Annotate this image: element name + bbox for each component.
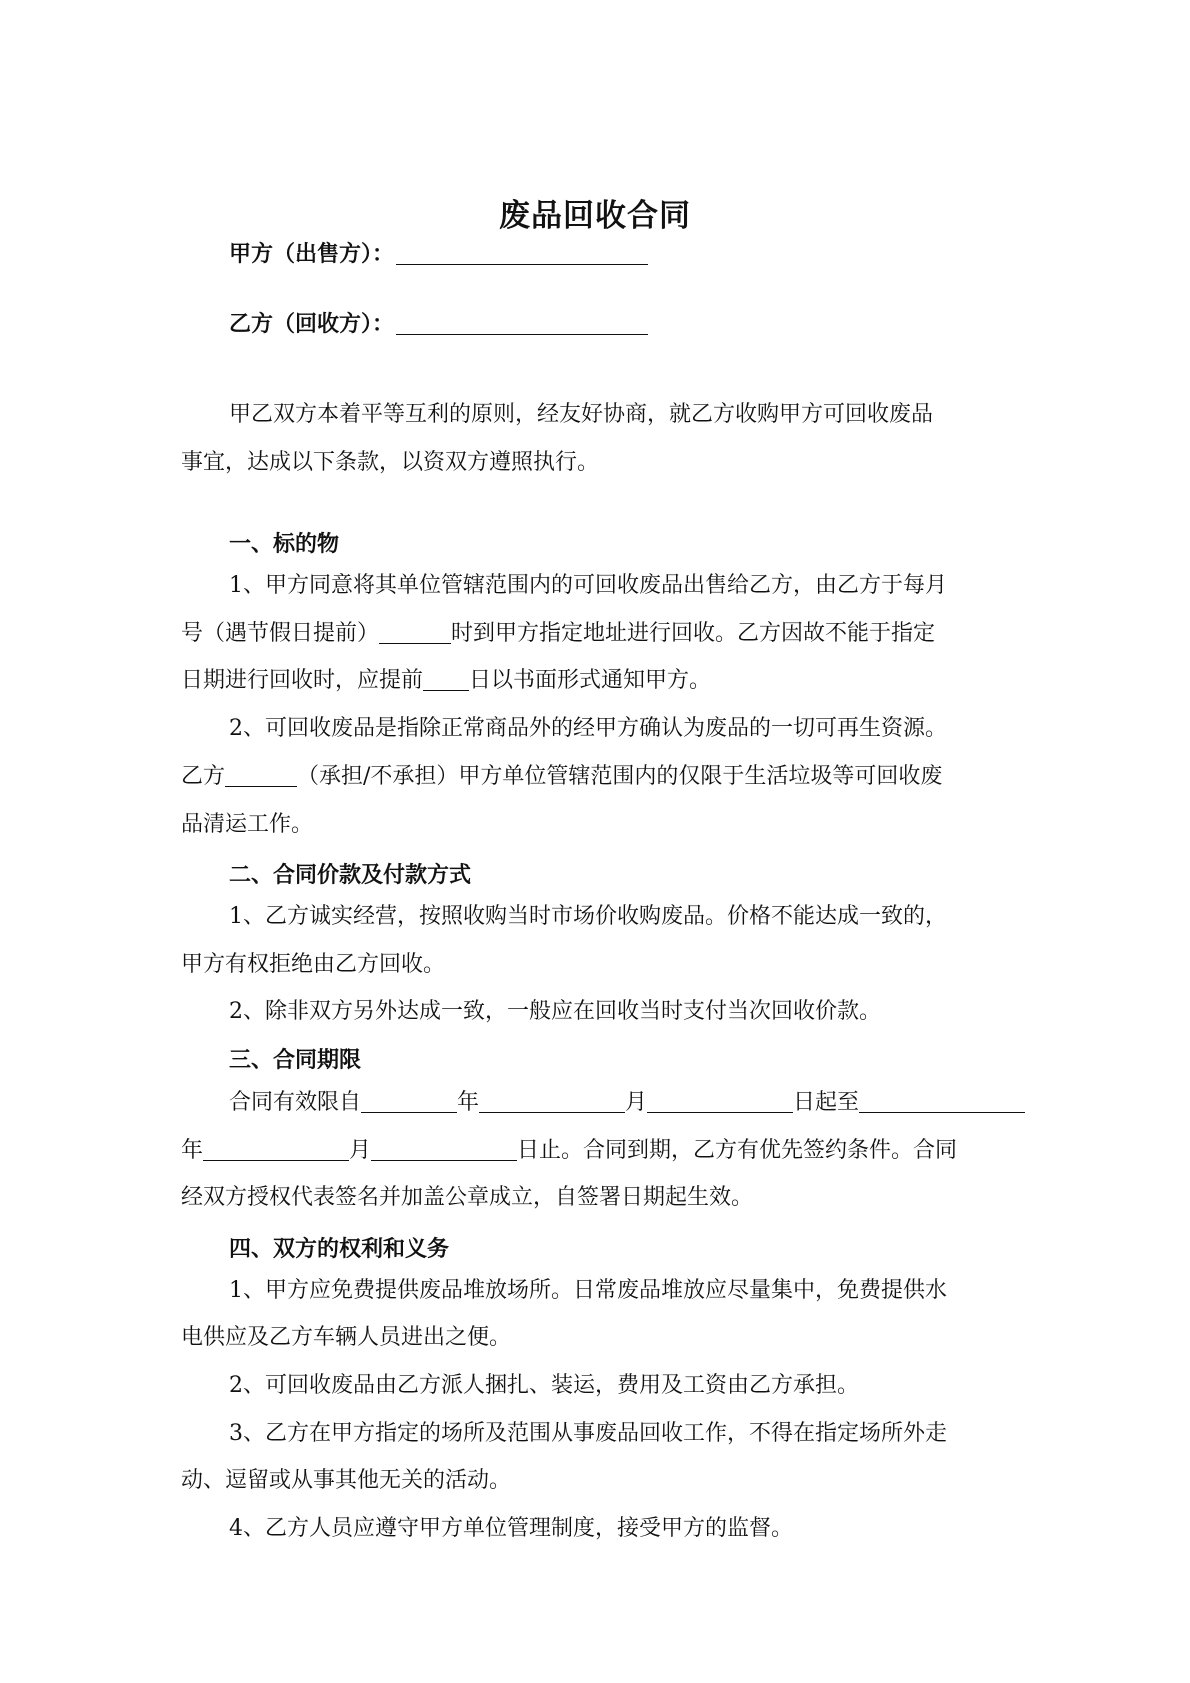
document-title: 废品回收合同 [499, 198, 691, 234]
party-a-line [229, 237, 648, 268]
hour-blank [379, 621, 451, 644]
section-3-heading: 三、合同期限 [229, 1048, 362, 1073]
s1-item2-line-2-a: 乙方 [181, 764, 226, 789]
party-a-blank [396, 242, 648, 265]
party-b-label: 乙方（回收方）： [229, 312, 395, 337]
s1-item2-line-2 [181, 762, 942, 792]
s1-item2-line-1: 2、可回收废品是指除正常商品外的经甲方确认为废品的一切可再生资源。 [229, 716, 947, 741]
intro-line-1: 甲乙双方本着平等互利的原则，经友好协商，就乙方收购甲方可回收废品 [229, 402, 934, 427]
section-1-heading: 一、标的物 [229, 532, 340, 557]
s2-item1-line-2: 甲方有权拒绝由乙方回收。 [181, 952, 446, 977]
end-year-blank [859, 1090, 1025, 1113]
s1-item1-line-2-b: 时到甲方指定地址进行回收。乙方因故不能于指定 [451, 621, 936, 646]
s4-item1-line-2: 电供应及乙方车辆人员进出之便。 [181, 1325, 512, 1350]
s3-line-1-a: 合同有效限自 [229, 1090, 362, 1115]
s4-item3-line-1: 3、乙方在甲方指定的场所及范围从事废品回收工作，不得在指定场所外走 [229, 1421, 947, 1446]
s2-item2-line-1: 2、除非双方另外达成一致，一般应在回收当时支付当次回收价款。 [229, 999, 881, 1024]
s3-line-1-b: 年 [457, 1090, 480, 1115]
s1-item1-line-2-a: 号（遇节假日提前） [181, 621, 380, 646]
s1-item1-line-2 [181, 619, 935, 649]
s1-item1-line-3-a: 日期进行回收时，应提前 [181, 668, 424, 693]
s4-item2-line-1: 2、可回收废品由乙方派人捆扎、装运，费用及工资由乙方承担。 [229, 1373, 859, 1398]
party-a-label: 甲方（出售方）： [229, 242, 395, 267]
undertake-blank [225, 764, 297, 787]
party-b-line [229, 307, 648, 338]
s3-line-2-a: 年 [181, 1138, 204, 1163]
s3-line-3: 经双方授权代表签名并加盖公章成立，自签署日期起生效。 [181, 1185, 754, 1210]
intro-line-2: 事宜，达成以下条款，以资双方遵照执行。 [181, 450, 600, 475]
start-year-blank [361, 1090, 457, 1113]
s1-item2-line-2-b: （承担/不承担）甲方单位管辖范围内的仅限于生活垃圾等可回收废 [297, 764, 943, 789]
start-month-blank [479, 1090, 625, 1113]
s4-item1-line-1: 1、甲方应免费提供废品堆放场所。日常废品堆放应尽量集中，免费提供水 [229, 1278, 947, 1303]
start-day-blank [647, 1090, 793, 1113]
end-day-blank [371, 1138, 517, 1161]
s3-line-1 [229, 1088, 1025, 1118]
notice-days-blank [423, 668, 469, 691]
s3-line-1-d: 日起至 [793, 1090, 860, 1115]
s1-item1-line-1: 1、甲方同意将其单位管辖范围内的可回收废品出售给乙方，由乙方于每月 [229, 573, 947, 598]
s1-item1-line-3 [181, 666, 711, 696]
s4-item3-line-2: 动、逗留或从事其他无关的活动。 [181, 1468, 512, 1493]
s1-item2-line-3: 品清运工作。 [181, 812, 314, 837]
s3-line-2 [181, 1136, 957, 1166]
s1-item1-line-3-b: 日以书面形式通知甲方。 [469, 668, 712, 693]
section-4-heading: 四、双方的权利和义务 [229, 1237, 450, 1262]
end-month-blank [203, 1138, 349, 1161]
s3-line-2-c: 日止。合同到期，乙方有优先签约条件。合同 [517, 1138, 958, 1163]
s2-item1-line-1: 1、乙方诚实经营，按照收购当时市场价收购废品。价格不能达成一致的， [229, 904, 947, 929]
s4-item4-line-1: 4、乙方人员应遵守甲方单位管理制度，接受甲方的监督。 [229, 1516, 793, 1541]
party-b-blank [396, 312, 648, 335]
s3-line-2-b: 月 [349, 1138, 372, 1163]
section-2-heading: 二、合同价款及付款方式 [229, 863, 472, 888]
s3-line-1-c: 月 [625, 1090, 648, 1115]
